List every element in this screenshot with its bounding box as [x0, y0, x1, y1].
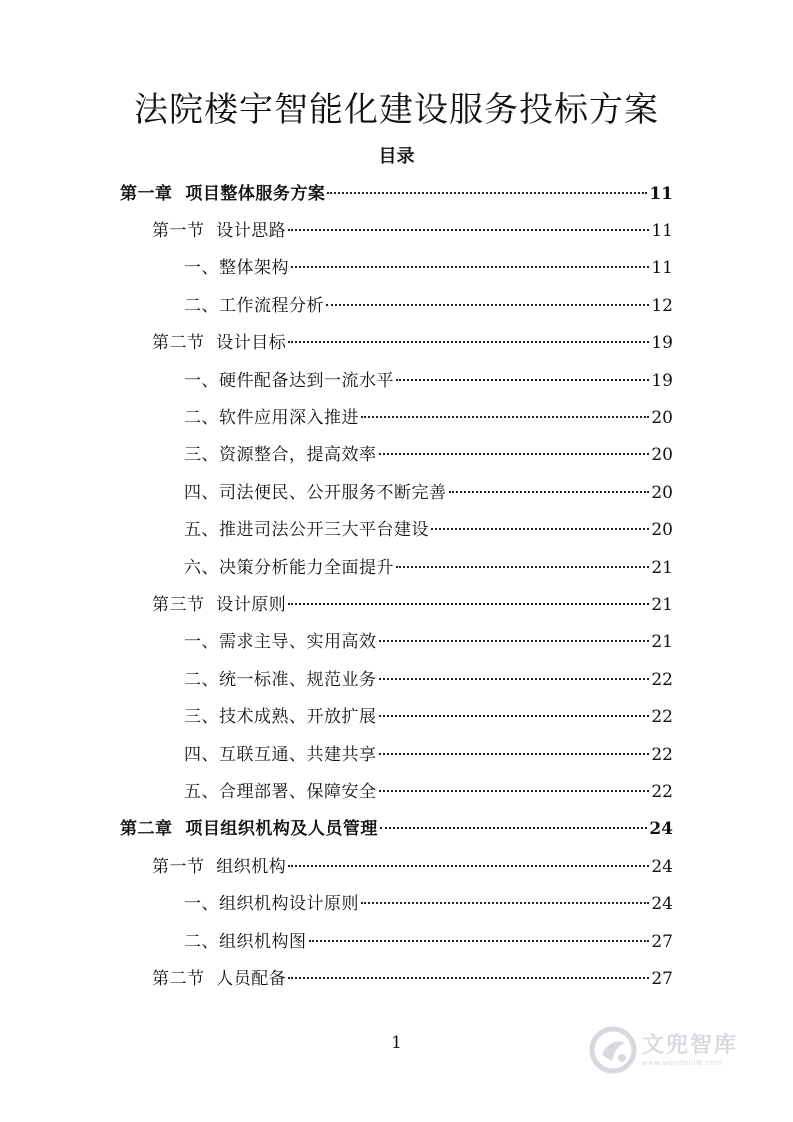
toc-entry-line — [184, 256, 673, 280]
toc-entry-page: 22 — [651, 744, 673, 765]
toc-entry[interactable] — [0, 399, 793, 436]
toc-entry[interactable] — [0, 437, 793, 474]
toc-leader-dots — [379, 678, 650, 680]
toc-entry-line — [184, 705, 673, 729]
toc-entry-page: 20 — [651, 408, 673, 429]
toc-entry-label: 第二节 设计目标 — [152, 333, 287, 354]
toc-entry-page: 21 — [651, 594, 673, 615]
toc-entry-line — [184, 743, 673, 767]
toc-entry-page: 19 — [651, 370, 673, 391]
toc-entry-page: 24 — [651, 856, 673, 877]
toc-entry-line — [184, 518, 673, 542]
toc-entry-label: 四、司法便民、公开服务不断完善 — [184, 482, 447, 503]
toc-entry-line — [184, 630, 673, 654]
toc-heading: 目录 — [378, 146, 415, 167]
toc-entry-line — [152, 593, 673, 617]
toc-entry-page: 11 — [651, 258, 673, 279]
toc-entry-page: 20 — [651, 520, 673, 541]
toc-entry-page: 24 — [651, 894, 673, 915]
wendou-logo-icon — [588, 1025, 638, 1075]
toc-entry[interactable] — [0, 287, 793, 324]
toc-leader-dots — [396, 566, 649, 568]
toc-entry-page: 21 — [651, 632, 673, 653]
toc-entry-page: 19 — [651, 333, 673, 354]
toc-entry[interactable] — [0, 923, 793, 960]
toc-entry-label: 三、资源整合，提高效率 — [184, 445, 377, 466]
toc-entry-line — [152, 855, 673, 879]
page-number: 1 — [391, 1033, 402, 1053]
toc-entry-line — [184, 369, 673, 393]
toc-leader-dots — [379, 453, 650, 455]
toc-leader-dots — [379, 640, 650, 642]
toc-entry[interactable] — [0, 212, 793, 249]
toc-leader-dots — [288, 603, 649, 605]
toc-entry[interactable] — [0, 325, 793, 362]
toc-entry-line — [184, 930, 673, 954]
toc-leader-dots — [449, 491, 650, 493]
toc-leader-dots — [361, 416, 649, 418]
toc-leader-dots — [288, 865, 649, 867]
toc-entry-page: 22 — [651, 707, 673, 728]
toc-entry-line — [152, 331, 673, 355]
toc-entry-label: 第三节 设计原则 — [152, 594, 287, 615]
table-of-contents — [0, 175, 793, 998]
toc-entry-page: 20 — [651, 482, 673, 503]
toc-entry-page: 22 — [651, 669, 673, 690]
toc-leader-dots — [379, 753, 650, 755]
toc-entry[interactable] — [0, 362, 793, 399]
toc-entry-line — [184, 294, 673, 318]
toc-entry-label: 第一节 设计思路 — [152, 221, 287, 242]
toc-entry[interactable] — [0, 175, 793, 212]
toc-entry[interactable] — [0, 661, 793, 698]
toc-entry-page: 11 — [649, 183, 673, 204]
toc-entry-label: 一、组织机构设计原则 — [184, 894, 359, 915]
toc-leader-dots — [396, 379, 649, 381]
toc-entry-line — [152, 967, 673, 991]
toc-entry[interactable] — [0, 512, 793, 549]
toc-entry-page: 27 — [651, 968, 673, 989]
toc-entry-label: 六、决策分析能力全面提升 — [184, 557, 394, 578]
toc-entry-label: 第一章 项目整体服务方案 — [120, 183, 326, 204]
toc-leader-dots — [379, 715, 650, 717]
toc-entry-line — [184, 481, 673, 505]
toc-leader-dots — [291, 266, 649, 268]
toc-entry-label: 第一节 组织机构 — [152, 856, 287, 877]
toc-entry-label: 一、整体架构 — [184, 258, 289, 279]
toc-entry-line — [184, 406, 673, 430]
toc-entry-label: 三、技术成熟、开放扩展 — [184, 707, 377, 728]
document-title: 法院楼宇智能化建设服务投标方案 — [134, 90, 659, 130]
toc-leader-dots — [327, 192, 647, 194]
toc-entry-label: 第二章 项目组织机构及人员管理 — [120, 819, 378, 840]
toc-entry[interactable] — [0, 474, 793, 511]
toc-entry-label: 四、互联互通、共建共享 — [184, 744, 377, 765]
toc-leader-dots — [431, 528, 649, 530]
toc-entry[interactable] — [0, 960, 793, 997]
toc-entry-line — [184, 668, 673, 692]
toc-entry[interactable] — [0, 885, 793, 922]
toc-entry[interactable] — [0, 586, 793, 623]
toc-entry-line — [184, 892, 673, 916]
toc-entry-page: 24 — [649, 819, 673, 840]
toc-entry[interactable] — [0, 736, 793, 773]
toc-entry[interactable] — [0, 250, 793, 287]
toc-leader-dots — [379, 790, 650, 792]
toc-entry-line — [184, 556, 673, 580]
watermark-name: 文兜智库 — [642, 1032, 739, 1058]
toc-entry-label: 一、需求主导、实用高效 — [184, 632, 377, 653]
toc-entry-line — [120, 817, 673, 841]
watermark-url: www.wendoulib.com — [642, 1058, 723, 1067]
toc-entry-line — [120, 182, 673, 206]
toc-entry-line — [184, 443, 673, 467]
toc-entry-label: 五、推进司法公开三大平台建设 — [184, 520, 429, 541]
toc-leader-dots — [288, 341, 649, 343]
toc-entry-label: 五、合理部署、保障安全 — [184, 781, 377, 802]
toc-entry[interactable] — [0, 811, 793, 848]
toc-entry-page: 12 — [651, 295, 673, 316]
toc-entry-page: 27 — [651, 931, 673, 952]
toc-entry-label: 一、硬件配备达到一流水平 — [184, 370, 394, 391]
toc-entry[interactable] — [0, 848, 793, 885]
watermark — [588, 1022, 778, 1078]
toc-leader-dots — [288, 229, 649, 231]
toc-entry-line — [184, 780, 673, 804]
toc-entry-page: 22 — [651, 781, 673, 802]
toc-entry-label: 第二节 人员配备 — [152, 968, 287, 989]
toc-entry[interactable] — [0, 773, 793, 810]
toc-leader-dots — [380, 827, 647, 829]
toc-entry[interactable] — [0, 549, 793, 586]
toc-entry[interactable] — [0, 698, 793, 735]
toc-entry-label: 二、软件应用深入推进 — [184, 408, 359, 429]
toc-leader-dots — [361, 902, 649, 904]
toc-entry-label: 二、工作流程分析 — [184, 295, 324, 316]
toc-entry-page: 21 — [651, 557, 673, 578]
toc-leader-dots — [326, 304, 649, 306]
toc-leader-dots — [288, 977, 649, 979]
toc-entry-page: 20 — [651, 445, 673, 466]
toc-entry-label: 二、统一标准、规范业务 — [184, 669, 377, 690]
toc-entry-label: 二、组织机构图 — [184, 931, 307, 952]
toc-entry-page: 11 — [651, 221, 673, 242]
toc-leader-dots — [309, 940, 650, 942]
toc-entry-line — [152, 219, 673, 243]
toc-entry[interactable] — [0, 624, 793, 661]
